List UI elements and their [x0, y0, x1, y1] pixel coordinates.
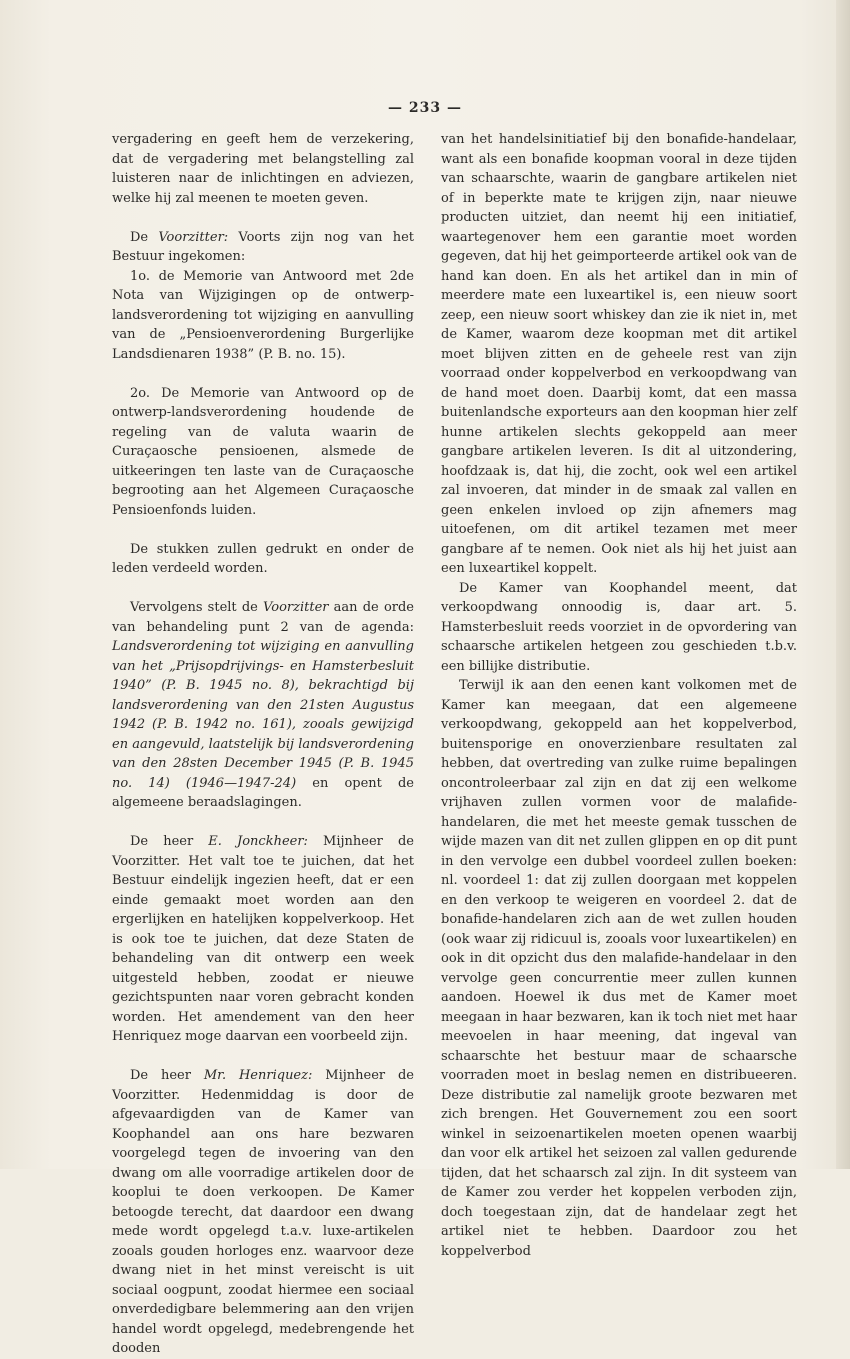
paragraph: van het handelsinitiatief bij den bonafide-handelaar, want als een bonafide koopman vooral in deze tijden van schaarschte, waarin de gangbare artikelen niet of in beperkte mate te krijgen zijn, naar nieuwe producten uitziet, dan neemt hij een initiatief, waartegenover hem een garantie moet worden gegeven, dat hij het geimporteerde artikel ook van de hand kan doen. En als het artikel dan in min of meerdere mate een luxeartikel is, een nieuw soort zeep, een nieuw soort whiskey dan zie ik niet in, met de Kamer, waarom deze koopman met dit artikel moet blijven zitten en de geheele rest van zijn voorraad onder koppelverbod en verkoopdwang van de hand moet doen. Daarbij komt, dat een massa buitenlandsche exporteurs aan den koopman hier zelf hunne artikelen slechts gekoppeld aan meer gangbare artikelen leveren. Is dit al uitzondering, hoofdzaak is, dat hij, die zocht, ook wel een artikel zal invoeren, dat minder in de smaak zal vallen en geen enkelen invloed op zijn afnemers mag uitoefenen, om dit artikel tezamen met meer gangbare af te nemen. Ook niet als hij het juist aan een luxeartikel koppelt. — [441, 132, 797, 576]
paragraph: 1o. de Memorie van Antwoord met 2de Nota van Wijzigingen op de ontwerp-landsverordening tot wijziging en aanvulling van de „Pensioenverordening Burgerlijke Landsdienaren 1938” (P. B. no. 15). — [112, 268, 414, 362]
paragraph: Terwijl ik aan den eenen kant volkomen met de Kamer kan meegaan, dat een algemeene verkoopdwang, gekoppeld aan het koppelverbod, buitensporige en onoverzienbare resultaten zal hebben, dat overtreding van zulke ruime bepalingen oncontroleerbaar zal zijn en dat zij een welkome vrijhaven zullen vormen voor de malafide-handelaren, die met het meeste gemak tusschen de wijde mazen van dit net zullen glippen en op dit punt in den vervolge een dubbel voordeel zullen boeken: nl. voordeel 1: dat zij zullen doorgaan met koppelen en den verkoop te weigeren en voordeel 2. dat de bonafide-handelaren zich aan de wet zullen houden (ook waar zij ridicuul is, zooals voor luxeartikelen) en ook in dit opzicht dus den malafide-handelaar in den vervolge geen concurrentie meer zullen kunnen aandoen. Hoewel ik dus met de Kamer moet meegaan in haar bezwaren, kan ik toch niet met haar meevoelen in haar meening, dat ingeval van schaarschte het bestuur maar de schaarsche voorraden moet in beslag nemen en distribueeren. Deze distributie zal namelijk groote bezwaren met zich brengen. Het Gouvernement zou een soort winkel in seizoenartikelen moeten openen waarbij dan voor elk artikel het seizoen zal vallen gedurende tijden, dat het schaarsch zal zijn. In dit systeem van de Kamer zou verder het koppelen verboden zijn, doch toegestaan zijn, dat de handelaar zegt het artikel niet te hebben. Daardoor zou het koppelverbod — [441, 678, 797, 1259]
page-edge-shadow — [836, 0, 850, 1169]
left-column — [112, 130, 414, 1359]
paragraph: De heer E. Jonckheer: Mijnheer de Voorzitter. Het valt toe te juichen, dat het Bestuur eindelijk ingezien heeft, dat er een einde gemaakt moet worden aan den ergerlijken en hatelijken koppelverkoop. Het is ook toe te juichen, dat deze Staten de behandeling van dit ontwerp een week uitgesteld hebben, zoodat er nieuwe gezichtspunten naar voren gebracht konden worden. Het amendement van den heer Henriquez moge daarvan een voorbeeld zijn. — [112, 834, 414, 1044]
paragraph: De Voorzitter: Voorts zijn nog van het Bestuur ingekomen: — [112, 229, 415, 264]
right-column — [441, 130, 797, 1261]
paragraph: vergadering en geeft hem de verzekering, dat de vergadering met belangstelling zal luisteren naar de inlichtingen en adviezen, welke hij zal meenen te moeten geven. — [112, 132, 414, 206]
paragraph: De stukken zullen gedrukt en onder de leden verdeeld worden. — [112, 541, 414, 576]
paragraph: 2o. De Memorie van Antwoord op de ontwerp-landsverordening houdende de regeling van de valuta waarin de Curaçaosche pensioenen, alsmede de uitkeeringen ten laste van de Curaçaosche begrooting aan het Algemeen Curaçaosche Pensioenfonds luiden. — [112, 385, 414, 518]
paragraph: Vervolgens stelt de Voorzitter aan de orde van behandeling punt 2 van de agenda: Landsverordening tot wijziging en aanvulling van het „Prijsopdrijvings- en Hamsterbesluit 1940” (P. B. 1945 no. 8), bekrachtigd bij landsverordening van den 21sten Augustus 1942 (P. B. 1942 no. 161), zooals gewijzigd en aangevuld, laatstelijk bij landsverordening van den 28sten December 1945 (P. B. 1945 no. 14) (1946—1947-24) en opent de algemeene beraadslagingen. — [112, 600, 414, 810]
page-number: — 233 — — [388, 100, 462, 116]
paragraph: De Kamer van Koophandel meent, dat verkoopdwang onnoodig is, daar art. 5. Hamsterbesluit reeds voorziet in de opvordering van schaarsche artikelen hetgeen zou geschieden t.b.v. een billijke distributie. — [441, 580, 797, 674]
paragraph: De heer Mr. Henriquez: Mijnheer de Voorzitter. Hedenmiddag is door de afgevaardigden van de Kamer van Koophandel aan ons hare bezwaren voorgelegd tegen de invoering van den dwang om alle voorradige artikelen door de kooplui te doen verkoopen. De Kamer betoogde terecht, dat daardoor een dwang mede wordt opgelegd t.a.v. luxe-artikelen zooals gouden horloges enz. waarvoor deze dwang niet in het minst vereischt is uit sociaal oogpunt, zoodat hiermee een sociaal onverdedigbare belemmering aan den vrijen handel wordt opgelegd, medebrengende het dooden — [112, 1068, 414, 1356]
